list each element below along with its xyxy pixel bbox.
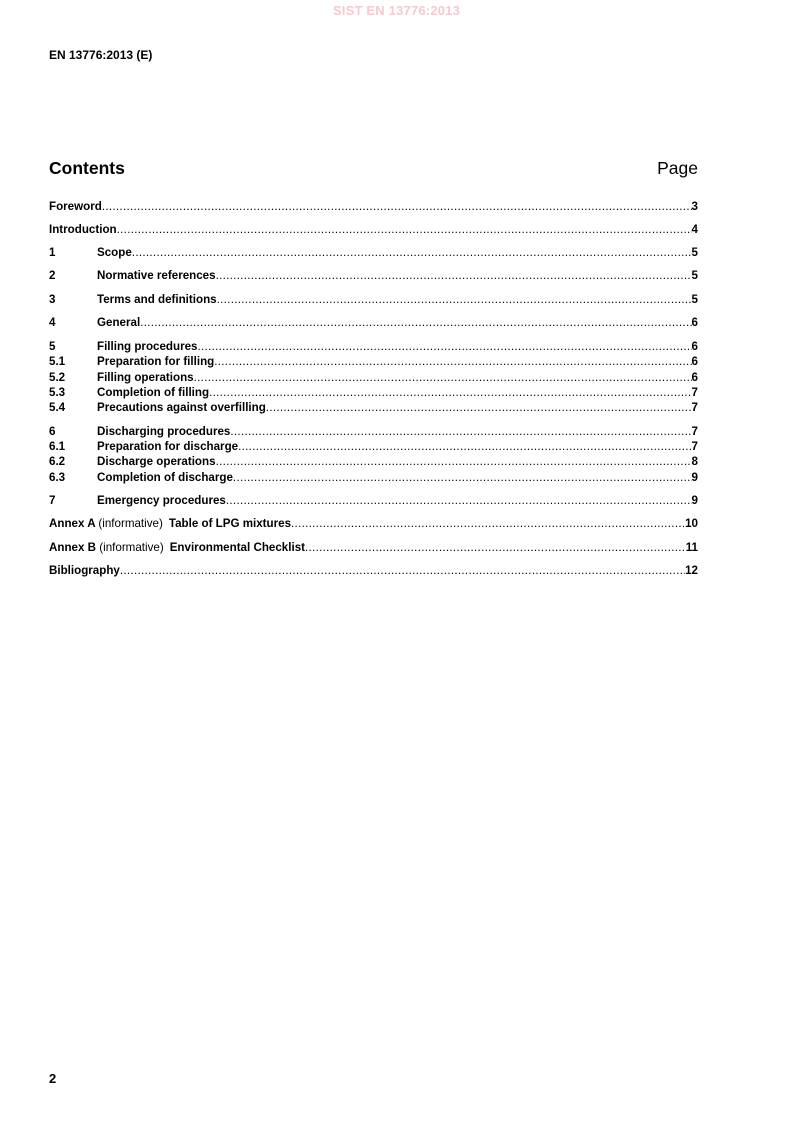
toc-entry-text: Filling operations [97, 371, 194, 384]
toc-entry-page: 7 [691, 386, 698, 399]
toc-entry-text: Environmental Checklist [169, 541, 306, 554]
toc-entry[interactable] [49, 293, 698, 309]
toc-entry-number: 5.3 [49, 386, 66, 399]
toc-entry[interactable] [49, 223, 698, 239]
toc-entry-title [97, 440, 238, 453]
toc-entry-text: Foreword [49, 200, 102, 213]
toc-entry-text: General [97, 316, 141, 329]
toc-entry-text: Completion of discharge [97, 471, 233, 484]
toc-entry-text: Precautions against overfilling [97, 401, 266, 414]
dot-leader [198, 340, 692, 353]
toc-entry-page: 7 [691, 440, 698, 453]
toc-entry[interactable] [49, 246, 698, 262]
toc-entry-title [97, 246, 132, 259]
toc-entry-number: 6.1 [49, 440, 66, 453]
annex-label: Annex B [49, 541, 97, 554]
toc-entry-title [97, 401, 266, 414]
toc-entry-text: Emergency procedures [97, 494, 226, 507]
toc-entry[interactable] [49, 455, 698, 471]
toc-entry[interactable] [49, 564, 698, 580]
dot-leader [217, 293, 692, 306]
toc-entry[interactable] [49, 471, 698, 487]
toc-entry-title [97, 269, 216, 282]
dot-leader [216, 269, 692, 282]
toc-entry-text: Discharge operations [97, 455, 216, 468]
dot-leader [266, 401, 692, 414]
contents-title: Contents [49, 158, 125, 178]
toc-entry-number: 5.2 [49, 371, 66, 384]
toc-entry-title [97, 455, 216, 468]
annex-note: (informative) [99, 541, 164, 554]
dot-leader [132, 246, 692, 259]
toc-entry[interactable] [49, 494, 698, 510]
toc-entry-text: Preparation for filling [97, 355, 215, 368]
toc-entry-title [97, 293, 217, 306]
toc-entry-text: Table of LPG mixtures [168, 517, 292, 530]
toc-entry-number: 5 [49, 340, 56, 353]
toc-entry-page: 9 [691, 471, 698, 484]
toc-entry-text: Introduction [49, 223, 117, 236]
toc-entry-number: 5.4 [49, 401, 66, 414]
toc-entry-page: 5 [691, 269, 698, 282]
toc-entry[interactable] [49, 541, 698, 557]
toc-entry-text: Normative references [97, 269, 216, 282]
dot-leader [140, 316, 691, 329]
toc-entry-page: 6 [691, 371, 698, 384]
toc-entry-title [97, 316, 140, 329]
toc-entry-number: 7 [49, 494, 56, 507]
toc-entry-number: 4 [49, 316, 56, 329]
toc-entry-title [97, 340, 198, 353]
toc-entry-number: 1 [49, 246, 56, 259]
toc-entry-number: 5.1 [49, 355, 66, 368]
toc-entry-page: 12 [685, 564, 698, 577]
toc-entry-title [49, 541, 305, 554]
document-id: EN 13776:2013 (E) [49, 48, 153, 62]
toc-entry[interactable] [49, 401, 698, 417]
toc-entry-number: 3 [49, 293, 56, 306]
toc-entry-title [97, 425, 230, 438]
toc-entry[interactable] [49, 355, 698, 371]
toc-entry-title [49, 200, 102, 213]
dot-leader [233, 471, 692, 484]
toc-entry-title [97, 355, 214, 368]
dot-leader [209, 386, 691, 399]
toc-entry-title [49, 517, 291, 530]
toc-entry[interactable] [49, 386, 698, 402]
toc-entry[interactable] [49, 269, 698, 285]
annex-note: (informative) [98, 517, 163, 530]
toc-entry-number: 2 [49, 269, 56, 282]
toc-entry-text: Scope [97, 246, 132, 259]
toc-entry-title [97, 471, 233, 484]
dot-leader [194, 371, 692, 384]
page-number: 2 [49, 1071, 57, 1086]
dot-leader [216, 455, 692, 468]
toc-entry-page: 6 [691, 355, 698, 368]
page-column-label: Page [657, 158, 698, 178]
toc-entry-page: 6 [691, 316, 698, 329]
toc-entry-page: 5 [691, 246, 698, 259]
toc-entry-page: 11 [685, 541, 698, 554]
toc-entry-title [49, 223, 117, 236]
dot-leader [226, 494, 692, 507]
toc-entry-number: 6.3 [49, 471, 66, 484]
toc-entry-page: 4 [691, 223, 698, 236]
dot-leader [120, 564, 685, 577]
toc-entry-text: Terms and definitions [97, 293, 217, 306]
toc-entry[interactable] [49, 517, 698, 533]
dot-leader [238, 440, 691, 453]
toc-entry-number: 6.2 [49, 455, 66, 468]
toc-entry-number: 6 [49, 425, 56, 438]
toc-entry[interactable] [49, 200, 698, 216]
toc-entry-page: 10 [685, 517, 698, 530]
toc-entry-page: 8 [691, 455, 698, 468]
dot-leader [230, 425, 691, 438]
toc-entry-page: 6 [691, 340, 698, 353]
toc-entry-text: Filling procedures [97, 340, 198, 353]
toc-entry-title [97, 494, 226, 507]
dot-leader [291, 517, 685, 530]
toc-entry-title [97, 371, 194, 384]
toc-entry[interactable] [49, 340, 698, 356]
annex-label: Annex A [49, 517, 96, 530]
toc-entry-title [97, 386, 209, 399]
toc-entry-text: Bibliography [49, 564, 120, 577]
toc-entry[interactable] [49, 371, 698, 387]
toc-entry-title [49, 564, 120, 577]
toc-entry-page: 7 [691, 401, 698, 414]
dot-leader [214, 355, 691, 368]
dot-leader [305, 541, 686, 554]
toc-entry[interactable] [49, 316, 698, 332]
toc-entry-page: 5 [691, 293, 698, 306]
toc-entry-page: 9 [691, 494, 698, 507]
toc-entry-text: Preparation for discharge [97, 440, 239, 453]
toc-entry-text: Discharging procedures [97, 425, 231, 438]
toc-entry-page: 7 [691, 425, 698, 438]
toc-entry-text: Completion of filling [97, 386, 210, 399]
toc-entry[interactable] [49, 440, 698, 456]
toc-entry-page: 3 [691, 200, 698, 213]
dot-leader [102, 200, 692, 213]
dot-leader [117, 223, 692, 236]
toc-entry[interactable] [49, 425, 698, 441]
watermark: SIST EN 13776:2013 [332, 3, 461, 18]
